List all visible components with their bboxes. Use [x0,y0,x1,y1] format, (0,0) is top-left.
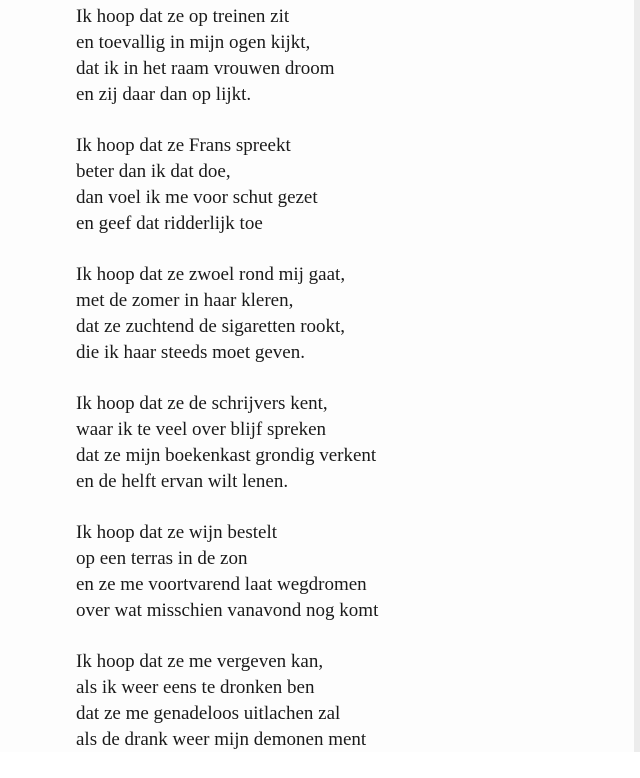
poem-line: met de zomer in haar kleren, [76,290,294,311]
stanza-1 [76,4,616,108]
poem-line: Ik hoop dat ze zwoel rond mij gaat, [76,264,346,285]
page-edge-shadow [634,0,640,752]
poem-line: en zij daar dan op lijkt. [76,84,252,105]
poem-line: dan voel ik me voor schut gezet [76,187,318,208]
poem-line: over wat misschien vanavond nog komt [76,600,379,621]
stanza-4 [76,391,616,495]
poem-line: als ik weer eens te dronken ben [76,677,315,698]
poem-line: waar ik te veel over blijf spreken [76,419,327,440]
poem-line: en geef dat ridderlijk toe [76,213,263,234]
poem-line: Ik hoop dat ze op treinen zit [76,6,290,27]
stanza-3 [76,262,616,366]
poem-line: en toevallig in mijn ogen kijkt, [76,32,311,53]
poem-line: die ik haar steeds moet geven. [76,342,305,363]
poem-line: op een terras in de zon [76,548,248,569]
poem-line: Ik hoop dat ze de schrijvers kent, [76,393,328,414]
poem-line: en ze me voortvarend laat wegdromen [76,574,367,595]
poem-line: en de helft ervan wilt lenen. [76,471,289,492]
stanza-2 [76,133,616,237]
poem-line: dat ze me genadeloos uitlachen zal [76,703,341,724]
poem-line: dat ze zuchtend de sigaretten rookt, [76,316,346,337]
poem-line: dat ze mijn boekenkast grondig verkent [76,445,377,466]
poem-line: beter dan ik dat doe, [76,161,231,182]
poem-line: Ik hoop dat ze me vergeven kan, [76,651,324,672]
poem-line: Ik hoop dat ze Frans spreekt [76,135,291,156]
poem-line: Ik hoop dat ze wijn bestelt [76,522,278,543]
stanza-6 [76,649,616,753]
stanza-5 [76,520,616,624]
poem-line: als de drank weer mijn demonen ment [76,729,367,750]
poem-line: dat ik in het raam vrouwen droom [76,58,335,79]
poem [76,4,616,778]
